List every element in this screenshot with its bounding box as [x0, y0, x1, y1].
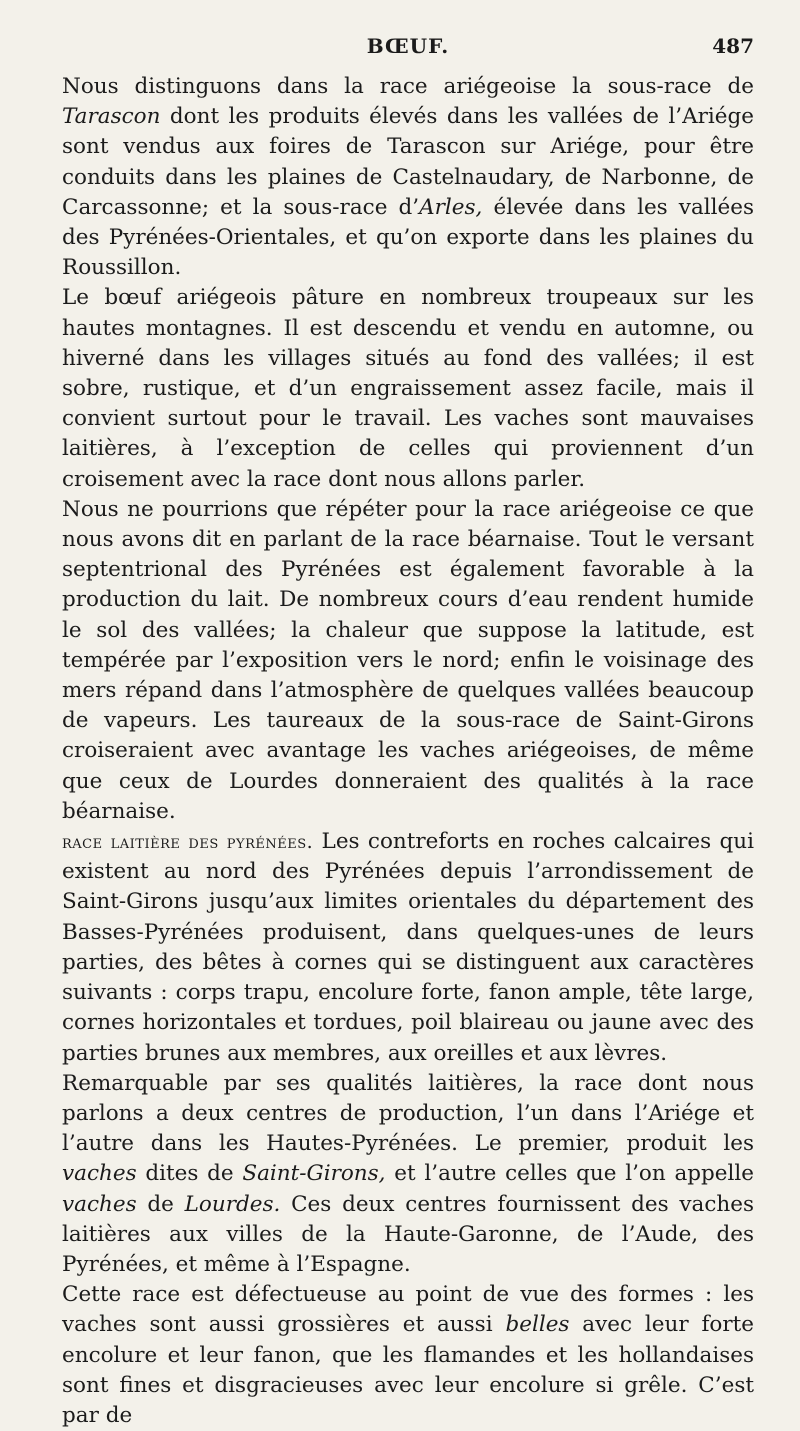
paragraph [62, 1280, 754, 1431]
text-run: Cette race est défectueuse au point de vue des formes : les vaches sont aussi grossières et aussi [62, 1282, 754, 1338]
text-run: Remarquable par ses qualités laitières, la race dont nous parlons a deux centres de production, l’un dans l’Ariége et l’autre dans les Hautes-Pyrénées. Le premier, produit les [62, 1070, 754, 1157]
italic-text: vaches [62, 1161, 137, 1187]
text-run: Les contreforts en roches calcaires qui existent au nord des Pyrénées depuis l’arrondissement de Saint-Girons jusqu’aux limites orientales du département des Basses-Pyrénées produisent, dans quelques-unes de leurs parties, des bêtes à cornes qui se distinguent aux caractères suivants : corps trapu, encolure forte, fanon ample, tête large, cornes horizontales et tordues, poil blaireau ou jaune avec des parties brunes aux membres, aux oreilles et aux lèvres. [62, 829, 755, 1066]
italic-text: vaches [62, 1191, 137, 1217]
text-run: élevée dans les vallées des Pyrénées-Orientales, et qu’on exporte dans les plaines du Roussillon. [62, 194, 754, 281]
text-run: de [136, 1191, 185, 1217]
text-run: Ces deux centres fournissent des vaches laitières aux villes de la Haute-Garonne, de l’Aude, des Pyrénées, et même à l’Espagne. [62, 1191, 755, 1277]
text-run: Le bœuf ariégeois pâture en nombreux troupeaux sur les hautes montagnes. Il est descendu et vendu en automne, ou hiverné dans les villages situés au fond des vallées; il est sobre, rustique, et d’un engraissement assez facile, mais il convient surtout pour le travail. Les vaches sont mauvaises laitières, à l’exception de celles qui proviennent d’un croisement avec la race dont nous allons parler. [62, 285, 754, 492]
text-run: avec leur forte encolure et leur fanon, que les flamandes et les hollandaises sont fines et disgracieuses avec leur encolure si grêle. C’est par de [62, 1312, 754, 1428]
italic-text: Lourdes. [184, 1191, 281, 1217]
text-run: dites de [136, 1161, 243, 1187]
paragraph [62, 72, 754, 283]
italic-text: Saint-Girons, [242, 1161, 386, 1187]
running-head [62, 28, 754, 72]
body-text [62, 72, 754, 1431]
italic-text: Tarascon [62, 104, 161, 130]
paragraph [62, 1069, 754, 1280]
paragraph [62, 283, 754, 494]
text-run: dont les produits élevés dans les vallées de l’Ariége sont vendus aux foires de Tarascon sur Ariége, pour être conduits dans les plaines de Castelnaudary, de Narbonne, de Carcassonne; et la sous-race d’ [62, 104, 754, 220]
section-heading: race laitière des pyrénées. [62, 831, 314, 854]
paragraph [62, 827, 754, 1069]
text-run: Nous distinguons dans la race ariégeoise la sous-race de [62, 74, 754, 99]
running-title: BŒUF. [366, 34, 450, 58]
italic-text: Arles, [419, 194, 483, 220]
text-run: Nous ne pourrions que répéter pour la race ariégeoise ce que nous avons dit en parlant de la race béarnaise. Tout le versant septentrional des Pyrénées est également favorable à la production du lait. De nombreux cours d’eau rendent humide le sol des vallées; la chaleur que suppose la latitude, est tempérée par l’exposition vers le nord; enfin le voisinage des mers répand dans l’atmosphère de quelques vallées beaucoup de vapeurs. Les taureaux de la sous-race de Saint-Girons croiseraient avec avantage les vaches ariégeoises, de même que ceux de Lourdes donneraient des qualités à la race béarnaise. [62, 496, 754, 824]
page-number: 487 [712, 34, 754, 58]
paragraph [62, 495, 754, 827]
text-run: et l’autre celles que l’on appelle [385, 1161, 754, 1187]
italic-text: belles [505, 1312, 570, 1338]
